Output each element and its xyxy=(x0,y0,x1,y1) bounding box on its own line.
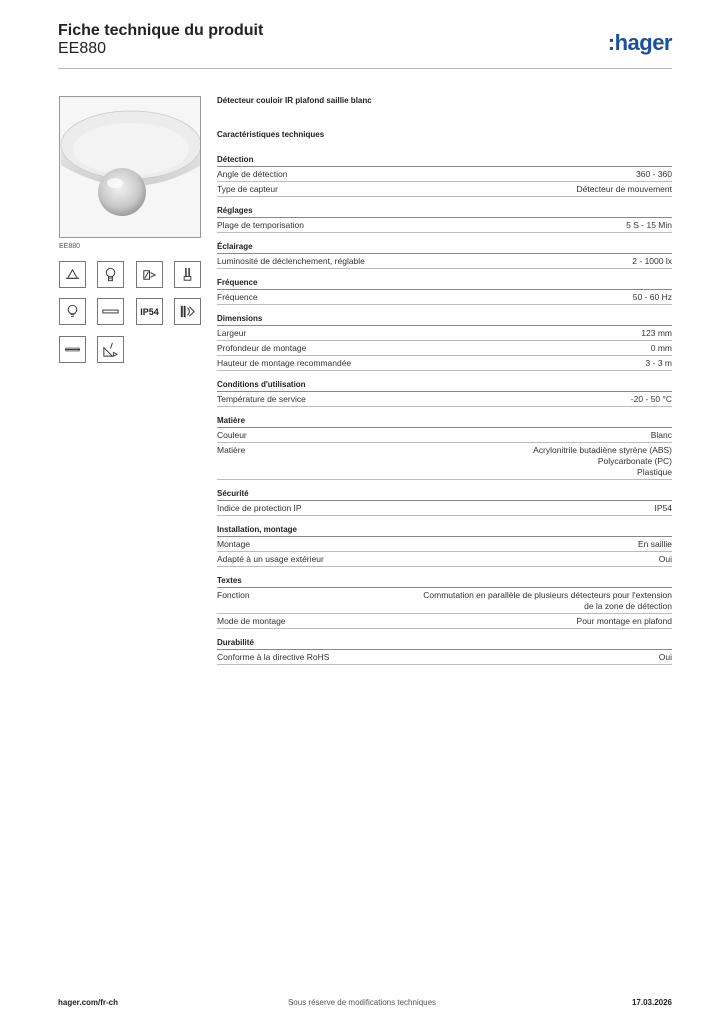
spec-key: Fréquence xyxy=(217,292,258,302)
spec-row xyxy=(217,614,672,629)
spec-row xyxy=(217,167,672,182)
spec-key: Montage xyxy=(217,539,251,549)
spec-group-title: Détection xyxy=(217,154,672,167)
spec-key: Température de service xyxy=(217,394,306,404)
spec-row xyxy=(217,650,672,665)
spec-value xyxy=(632,256,672,267)
ip54-label: IP54 xyxy=(140,306,159,317)
spec-key: Hauteur de montage recommandée xyxy=(217,358,352,368)
spec-value-line: Acrylonitrile butadiène styrène (ABS) xyxy=(533,445,672,455)
spec-value xyxy=(638,539,672,550)
product-photo xyxy=(59,96,201,238)
bulb-icon xyxy=(97,261,124,288)
spec-value-line: 3 - 3 m xyxy=(645,358,672,368)
spec-value xyxy=(646,358,672,369)
spec-value-line: de la zone de détection xyxy=(584,601,672,611)
spec-value xyxy=(659,652,672,663)
fluorescent-bulb-icon xyxy=(136,261,163,288)
spec-value-line: 0 mm xyxy=(650,343,672,353)
spec-value-line: 50 - 60 Hz xyxy=(632,292,672,302)
energy-saving-lamp-icon xyxy=(174,261,201,288)
spec-group-title: Installation, montage xyxy=(217,524,672,537)
spec-row xyxy=(217,290,672,305)
brand-logo: :hager xyxy=(607,30,672,55)
spec-row xyxy=(217,392,672,407)
photo-caption: EE880 xyxy=(59,243,81,250)
spec-value-line: Plastique xyxy=(637,467,672,477)
spec-row xyxy=(217,537,672,552)
spec-value-line: Commutation en parallèle de plusieurs détecteurs pour l'extension xyxy=(423,590,672,600)
spec-value-line: Oui xyxy=(658,554,672,564)
footer-website[interactable]: hager.com/fr-ch xyxy=(58,998,119,1007)
spec-key: Indice de protection IP xyxy=(217,503,302,513)
footer-date: 17.03.2026 xyxy=(631,998,672,1007)
spec-value xyxy=(626,220,672,231)
spec-row xyxy=(217,254,672,269)
spec-value-line: Oui xyxy=(658,652,672,662)
spec-row xyxy=(217,356,672,371)
spec-value xyxy=(651,343,672,354)
motion-wave-icon xyxy=(174,298,201,325)
spec-key: Largeur xyxy=(217,328,247,338)
spec-row xyxy=(217,501,672,516)
spec-key: Angle de détection xyxy=(217,169,288,179)
spec-key: Type de capteur xyxy=(217,184,278,194)
spec-group-title: Dimensions xyxy=(217,313,672,326)
spec-value-line: Polycarbonate (PC) xyxy=(597,456,672,466)
header-rule xyxy=(58,68,672,69)
spec-value xyxy=(423,590,672,612)
spec-value xyxy=(651,430,672,441)
spec-key: Matière xyxy=(217,445,246,455)
spec-key: Mode de montage xyxy=(217,616,286,626)
spec-group-title: Réglages xyxy=(217,205,672,218)
spec-row xyxy=(217,588,672,614)
spec-group-title: Conditions d'utilisation xyxy=(217,379,672,392)
spec-key: Profondeur de montage xyxy=(217,343,307,353)
page-title: Fiche technique du produit xyxy=(58,22,264,39)
spec-value xyxy=(533,445,672,478)
spec-row xyxy=(217,443,672,480)
spec-value-line: IP54 xyxy=(654,503,672,513)
mounting-sensor-icon xyxy=(97,336,124,363)
spec-value-line: -20 - 50 °C xyxy=(630,394,672,404)
ip54-icon xyxy=(136,298,163,325)
light-cone-icon xyxy=(59,261,86,288)
spec-value-line: 2 - 1000 lx xyxy=(632,256,672,266)
spec-value xyxy=(655,503,673,514)
spec-value xyxy=(659,554,672,565)
spec-value xyxy=(577,184,672,195)
spec-row xyxy=(217,552,672,567)
spec-sheet xyxy=(217,96,672,665)
spec-key: Plage de temporisation xyxy=(217,220,304,230)
spec-key: Fonction xyxy=(217,590,250,600)
spec-value-line: En saillie xyxy=(637,539,672,549)
product-title: Détecteur couloir IR plafond saillie blanc xyxy=(217,96,372,105)
spec-row xyxy=(217,326,672,341)
spec-key: Couleur xyxy=(217,430,247,440)
spec-value-line: 360 - 360 xyxy=(636,169,672,179)
led-bulb-icon xyxy=(59,298,86,325)
spec-value-line: 5 S - 15 Min xyxy=(626,220,672,230)
strip-lamp-icon xyxy=(59,336,86,363)
tube-lamp-icon xyxy=(97,298,124,325)
spec-group-title: Fréquence xyxy=(217,277,672,290)
footer-disclaimer: Sous réserve de modifications techniques xyxy=(287,998,437,1007)
spec-value-line: Pour montage en plafond xyxy=(576,616,672,626)
spec-key: Luminosité de déclenchement, réglable xyxy=(217,256,365,266)
spec-value-line: 123 mm xyxy=(641,328,672,338)
spec-group-title: Textes xyxy=(217,575,672,588)
spec-group-title: Matière xyxy=(217,415,672,428)
spec-value-line: Détecteur de mouvement xyxy=(576,184,672,194)
spec-group-title: Éclairage xyxy=(217,241,672,254)
spec-row xyxy=(217,218,672,233)
spec-row xyxy=(217,428,672,443)
spec-value xyxy=(633,292,672,303)
spec-value xyxy=(631,394,672,405)
product-code: EE880 xyxy=(58,40,107,57)
spec-value xyxy=(641,328,672,339)
spec-key: Conforme à la directive RoHS xyxy=(217,652,330,662)
spec-group-title: Sécurité xyxy=(217,488,672,501)
spec-row xyxy=(217,182,672,197)
spec-key: Adapté à un usage extérieur xyxy=(217,554,324,564)
tech-heading: Caractéristiques techniques xyxy=(217,130,325,139)
spec-groups xyxy=(217,154,672,665)
spec-value xyxy=(636,169,672,180)
spec-value-line: Blanc xyxy=(650,430,672,440)
spec-group-title: Durabilité xyxy=(217,637,672,650)
spec-row xyxy=(217,341,672,356)
spec-value xyxy=(577,616,672,627)
